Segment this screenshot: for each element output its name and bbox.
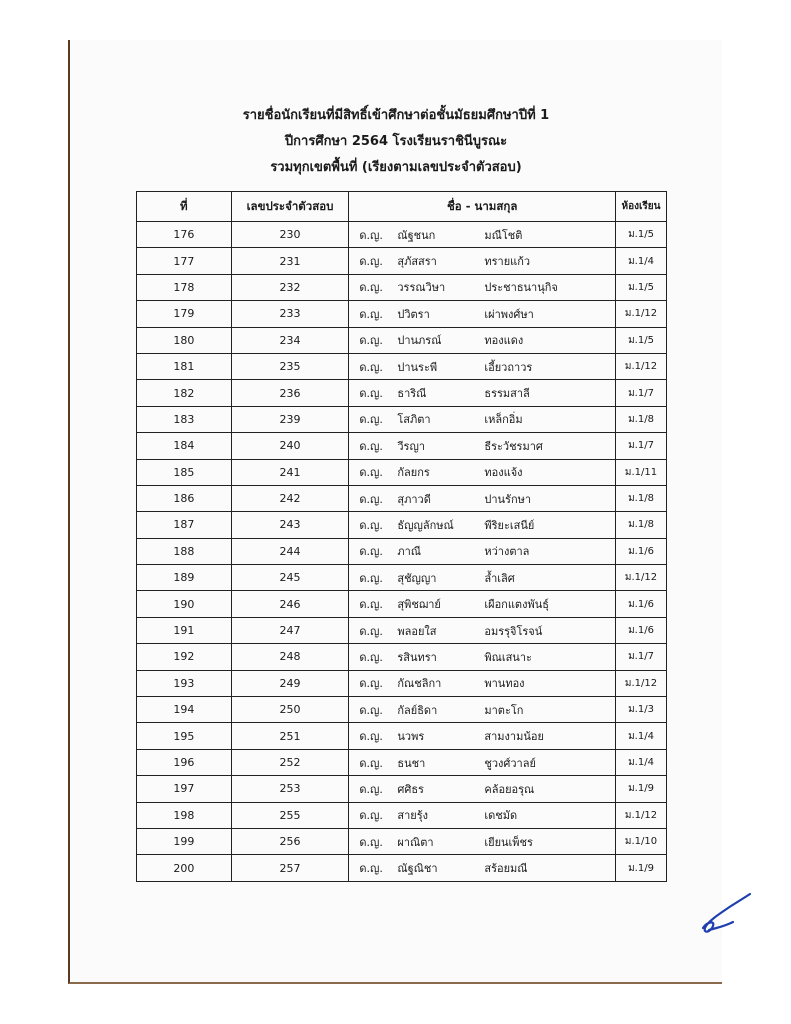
last-name: ชูวงศ์วาลย์ bbox=[484, 756, 536, 770]
cell-name bbox=[349, 828, 616, 854]
student-list-table bbox=[136, 191, 667, 882]
last-name: สามงามน้อย bbox=[484, 730, 544, 744]
cell-room: ม.1/3 bbox=[616, 697, 667, 723]
cell-exam-id: 233 bbox=[231, 301, 349, 327]
cell-room: ม.1/8 bbox=[616, 406, 667, 432]
document-subtitle-year-school: ปีการศึกษา 2564 โรงเรียนราชินีบูรณะ bbox=[284, 134, 508, 149]
name-title: ด.ญ. bbox=[359, 466, 383, 480]
cell-exam-id: 246 bbox=[231, 591, 349, 617]
cell-name bbox=[349, 353, 616, 379]
cell-exam-id: 247 bbox=[231, 617, 349, 643]
last-name: หว่างตาล bbox=[484, 545, 530, 559]
last-name: ทรายแก้ว bbox=[484, 255, 531, 269]
cell-name bbox=[349, 538, 616, 564]
cell-no: 189 bbox=[137, 565, 232, 591]
header-name: ชื่อ - นามสกุล bbox=[349, 192, 616, 222]
table-row bbox=[137, 459, 667, 485]
cell-exam-id: 250 bbox=[231, 697, 349, 723]
cell-name bbox=[349, 565, 616, 591]
cell-exam-id: 230 bbox=[231, 222, 349, 248]
cell-exam-id: 249 bbox=[231, 670, 349, 696]
cell-exam-id: 256 bbox=[231, 828, 349, 854]
document-subtitle-scope: รวมทุกเขตพื้นที่ (เรียงตามเลขประจำตัวสอบ) bbox=[270, 160, 522, 175]
first-name: ณัฐณิชา bbox=[397, 862, 438, 876]
cell-name bbox=[349, 406, 616, 432]
cell-room: ม.1/12 bbox=[616, 353, 667, 379]
cell-room: ม.1/12 bbox=[616, 802, 667, 828]
cell-room: ม.1/11 bbox=[616, 459, 667, 485]
cell-name bbox=[349, 749, 616, 775]
cell-exam-id: 236 bbox=[231, 380, 349, 406]
cell-room: ม.1/12 bbox=[616, 565, 667, 591]
last-name: สร้อยมณี bbox=[484, 862, 528, 876]
first-name: วรรณวิษา bbox=[397, 281, 446, 295]
cell-room: ม.1/6 bbox=[616, 617, 667, 643]
cell-name bbox=[349, 697, 616, 723]
cell-name bbox=[349, 222, 616, 248]
table-row bbox=[137, 301, 667, 327]
table-row bbox=[137, 274, 667, 300]
first-name: ศศิธร bbox=[397, 782, 424, 796]
last-name: มณีโชติ bbox=[484, 228, 523, 242]
last-name: คล้อยอรุณ bbox=[484, 782, 535, 796]
name-title: ด.ญ. bbox=[359, 281, 383, 295]
name-title: ด.ญ. bbox=[359, 492, 383, 506]
table-row bbox=[137, 512, 667, 538]
table-row bbox=[137, 248, 667, 274]
name-title: ด.ญ. bbox=[359, 545, 383, 559]
last-name: เดชมัด bbox=[484, 809, 518, 823]
name-title: ด.ญ. bbox=[359, 598, 383, 612]
cell-exam-id: 239 bbox=[231, 406, 349, 432]
cell-no: 191 bbox=[137, 617, 232, 643]
name-title: ด.ญ. bbox=[359, 756, 383, 770]
cell-no: 184 bbox=[137, 433, 232, 459]
name-title: ด.ญ. bbox=[359, 862, 383, 876]
header-no: ที่ bbox=[137, 192, 232, 222]
cell-room: ม.1/4 bbox=[616, 248, 667, 274]
last-name: อมรรุจิโรจน์ bbox=[484, 624, 543, 638]
cell-no: 176 bbox=[137, 222, 232, 248]
cell-no: 192 bbox=[137, 644, 232, 670]
name-title: ด.ญ. bbox=[359, 571, 383, 585]
cell-no: 199 bbox=[137, 828, 232, 854]
header-exam-id: เลขประจำตัวสอบ bbox=[231, 192, 349, 222]
cell-no: 200 bbox=[137, 855, 232, 881]
document-title: รายชื่อนักเรียนที่มีสิทธิ์เข้าศึกษาต่อชั้นมัธยมศึกษาปีที่ 1 bbox=[242, 108, 550, 123]
cell-name bbox=[349, 380, 616, 406]
cell-exam-id: 248 bbox=[231, 644, 349, 670]
last-name: ทองแดง bbox=[484, 334, 524, 348]
cell-no: 196 bbox=[137, 749, 232, 775]
table-row bbox=[137, 828, 667, 854]
name-title: ด.ญ. bbox=[359, 809, 383, 823]
cell-name bbox=[349, 301, 616, 327]
first-name: ผาณิตา bbox=[397, 835, 434, 849]
last-name: ธีระวัชรมาศ bbox=[484, 439, 543, 453]
first-name: ปานภรณ์ bbox=[397, 334, 442, 348]
cell-exam-id: 251 bbox=[231, 723, 349, 749]
cell-name bbox=[349, 274, 616, 300]
last-name: เผือกแตงพันธุ์ bbox=[484, 598, 549, 612]
cell-name bbox=[349, 512, 616, 538]
name-title: ด.ญ. bbox=[359, 835, 383, 849]
cell-room: ม.1/6 bbox=[616, 591, 667, 617]
table-row bbox=[137, 353, 667, 379]
table-row bbox=[137, 776, 667, 802]
last-name: ประชาธนานุกิจ bbox=[484, 281, 558, 295]
first-name: วีรญา bbox=[397, 439, 426, 453]
name-title: ด.ญ. bbox=[359, 677, 383, 691]
cell-exam-id: 231 bbox=[231, 248, 349, 274]
last-name: พิณเสนาะ bbox=[484, 650, 532, 664]
cell-exam-id: 235 bbox=[231, 353, 349, 379]
cell-room: ม.1/9 bbox=[616, 855, 667, 881]
cell-room: ม.1/7 bbox=[616, 380, 667, 406]
last-name: เอี้ยวถาวร bbox=[484, 360, 533, 374]
cell-room: ม.1/10 bbox=[616, 828, 667, 854]
table-row bbox=[137, 565, 667, 591]
first-name: กัณชลิกา bbox=[397, 677, 442, 691]
cell-no: 178 bbox=[137, 274, 232, 300]
cell-no: 190 bbox=[137, 591, 232, 617]
table-header-row bbox=[137, 192, 667, 222]
cell-name bbox=[349, 802, 616, 828]
first-name: กัลย์ธิดา bbox=[397, 703, 438, 717]
name-title: ด.ญ. bbox=[359, 439, 383, 453]
table-row bbox=[137, 538, 667, 564]
first-name: สุพิชฌาย์ bbox=[397, 598, 441, 612]
last-name: เผ่าพงศ์ษา bbox=[484, 307, 534, 321]
first-name: ธนชา bbox=[397, 756, 426, 770]
first-name: ภาณี bbox=[397, 545, 422, 559]
first-name: สุภัสสรา bbox=[397, 255, 437, 269]
cell-no: 180 bbox=[137, 327, 232, 353]
name-title: ด.ญ. bbox=[359, 334, 383, 348]
first-name: สุชัญญา bbox=[397, 571, 437, 585]
cell-name bbox=[349, 644, 616, 670]
first-name: ธาริณี bbox=[397, 387, 427, 401]
cell-room: ม.1/12 bbox=[616, 670, 667, 696]
name-title: ด.ญ. bbox=[359, 782, 383, 796]
cell-name bbox=[349, 591, 616, 617]
table-row bbox=[137, 749, 667, 775]
last-name: ธรรมสาลี bbox=[484, 387, 530, 401]
cell-no: 185 bbox=[137, 459, 232, 485]
cell-exam-id: 242 bbox=[231, 485, 349, 511]
cell-room: ม.1/5 bbox=[616, 327, 667, 353]
document-page bbox=[68, 40, 722, 984]
first-name: ธัญญลักษณ์ bbox=[397, 518, 454, 532]
first-name: โสภิตา bbox=[397, 413, 431, 427]
last-name: ปานรักษา bbox=[484, 492, 532, 506]
first-name: นวพร bbox=[397, 730, 425, 744]
table-row bbox=[137, 723, 667, 749]
signature-mark bbox=[695, 892, 755, 937]
name-title: ด.ญ. bbox=[359, 703, 383, 717]
cell-no: 186 bbox=[137, 485, 232, 511]
cell-exam-id: 245 bbox=[231, 565, 349, 591]
cell-exam-id: 234 bbox=[231, 327, 349, 353]
table-row bbox=[137, 591, 667, 617]
cell-no: 195 bbox=[137, 723, 232, 749]
name-title: ด.ญ. bbox=[359, 518, 383, 532]
cell-exam-id: 232 bbox=[231, 274, 349, 300]
last-name: ทองแจ้ง bbox=[484, 466, 523, 480]
cell-no: 179 bbox=[137, 301, 232, 327]
cell-name bbox=[349, 670, 616, 696]
first-name: กัลยกร bbox=[397, 466, 430, 480]
cell-exam-id: 240 bbox=[231, 433, 349, 459]
cell-room: ม.1/6 bbox=[616, 538, 667, 564]
cell-name bbox=[349, 459, 616, 485]
name-title: ด.ญ. bbox=[359, 413, 383, 427]
first-name: สุภาวดี bbox=[397, 492, 431, 506]
first-name: รสินทรา bbox=[397, 650, 437, 664]
cell-exam-id: 241 bbox=[231, 459, 349, 485]
table-row bbox=[137, 670, 667, 696]
cell-room: ม.1/5 bbox=[616, 274, 667, 300]
cell-room: ม.1/9 bbox=[616, 776, 667, 802]
last-name: มาตะโก bbox=[484, 703, 524, 717]
cell-no: 188 bbox=[137, 538, 232, 564]
last-name: ล้ำเลิศ bbox=[484, 571, 515, 585]
table-row bbox=[137, 406, 667, 432]
cell-room: ม.1/5 bbox=[616, 222, 667, 248]
table-row bbox=[137, 802, 667, 828]
cell-name bbox=[349, 433, 616, 459]
cell-exam-id: 244 bbox=[231, 538, 349, 564]
cell-room: ม.1/4 bbox=[616, 749, 667, 775]
table-row bbox=[137, 697, 667, 723]
table-row bbox=[137, 644, 667, 670]
first-name: ณัฐชนก bbox=[397, 228, 436, 242]
first-name: ปวิตรา bbox=[397, 307, 430, 321]
cell-room: ม.1/12 bbox=[616, 301, 667, 327]
cell-room: ม.1/8 bbox=[616, 485, 667, 511]
cell-no: 182 bbox=[137, 380, 232, 406]
last-name: เยียนเพ็ชร bbox=[484, 835, 533, 849]
name-title: ด.ญ. bbox=[359, 387, 383, 401]
name-title: ด.ญ. bbox=[359, 307, 383, 321]
cell-no: 197 bbox=[137, 776, 232, 802]
cell-no: 194 bbox=[137, 697, 232, 723]
cell-name bbox=[349, 776, 616, 802]
name-title: ด.ญ. bbox=[359, 255, 383, 269]
name-title: ด.ญ. bbox=[359, 360, 383, 374]
cell-room: ม.1/4 bbox=[616, 723, 667, 749]
cell-room: ม.1/7 bbox=[616, 644, 667, 670]
cell-exam-id: 257 bbox=[231, 855, 349, 881]
cell-room: ม.1/7 bbox=[616, 433, 667, 459]
table-row bbox=[137, 380, 667, 406]
cell-name bbox=[349, 327, 616, 353]
cell-exam-id: 253 bbox=[231, 776, 349, 802]
header-room: ห้องเรียน bbox=[616, 192, 667, 222]
table-row bbox=[137, 855, 667, 881]
table-row bbox=[137, 617, 667, 643]
cell-no: 193 bbox=[137, 670, 232, 696]
cell-no: 181 bbox=[137, 353, 232, 379]
table-row bbox=[137, 485, 667, 511]
cell-no: 187 bbox=[137, 512, 232, 538]
cell-no: 198 bbox=[137, 802, 232, 828]
cell-name bbox=[349, 855, 616, 881]
first-name: พลอยใส bbox=[397, 624, 437, 638]
table-row bbox=[137, 327, 667, 353]
table-row bbox=[137, 222, 667, 248]
cell-name bbox=[349, 485, 616, 511]
cell-name bbox=[349, 617, 616, 643]
cell-name bbox=[349, 248, 616, 274]
cell-room: ม.1/8 bbox=[616, 512, 667, 538]
table-body bbox=[137, 222, 667, 882]
cell-exam-id: 243 bbox=[231, 512, 349, 538]
first-name: สายรุ้ง bbox=[397, 809, 428, 823]
table-row bbox=[137, 433, 667, 459]
name-title: ด.ญ. bbox=[359, 228, 383, 242]
name-title: ด.ญ. bbox=[359, 624, 383, 638]
last-name: เหล็กอิ่ม bbox=[484, 413, 523, 427]
name-title: ด.ญ. bbox=[359, 730, 383, 744]
first-name: ปานระพี bbox=[397, 360, 438, 374]
cell-exam-id: 255 bbox=[231, 802, 349, 828]
cell-exam-id: 252 bbox=[231, 749, 349, 775]
cell-no: 183 bbox=[137, 406, 232, 432]
last-name: พีริยะเสนีย์ bbox=[484, 518, 535, 532]
cell-name bbox=[349, 723, 616, 749]
cell-no: 177 bbox=[137, 248, 232, 274]
name-title: ด.ญ. bbox=[359, 650, 383, 664]
last-name: พานทอง bbox=[484, 677, 525, 691]
